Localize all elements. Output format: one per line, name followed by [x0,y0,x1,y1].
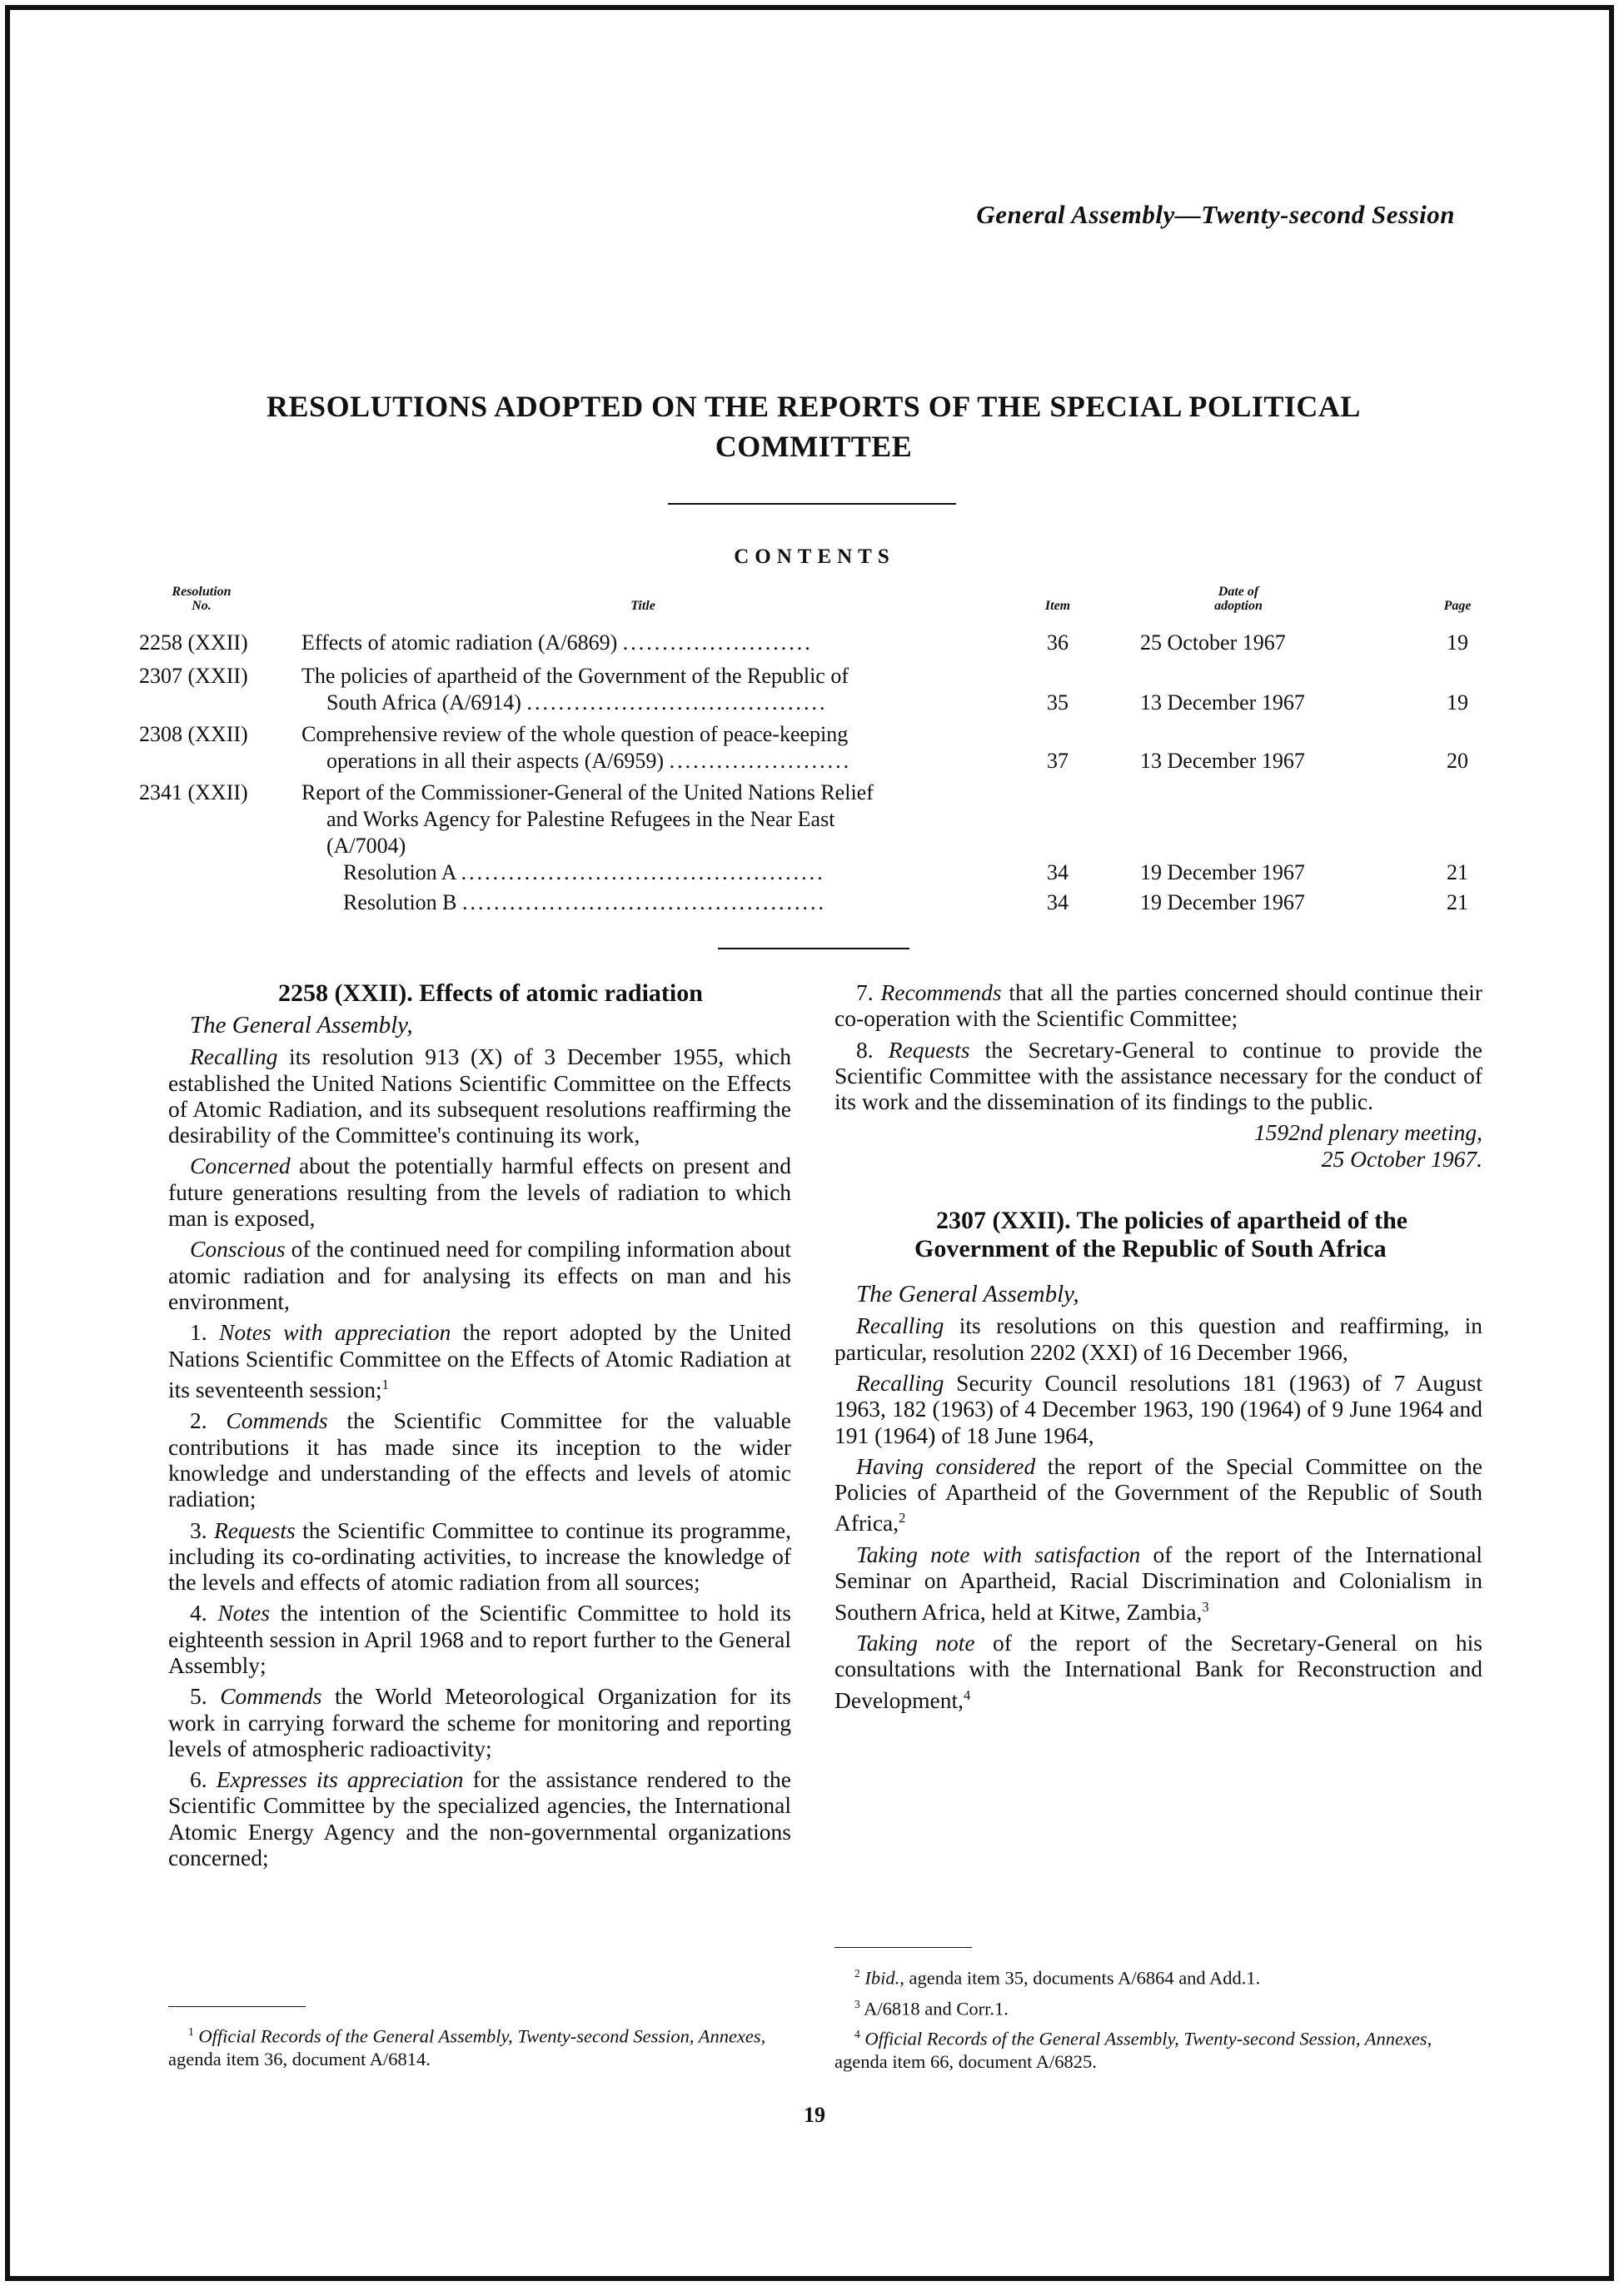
paragraph-number: 2. [190,1407,227,1434]
emphasis: Official Records of the General Assembly, Twenty-second Session, Annexes, [864,2028,1432,2049]
resolution-title-text: Effects of atomic radiation (A/6869) [301,630,618,655]
preambular-paragraph [168,1043,791,1148]
column-header-resolution [160,585,243,613]
resolution-title-text: Report of the Commissioner-General of the United Nations Relief [301,780,874,804]
footnote [834,1962,1482,1990]
resolution-title-text: Resolution A [343,860,456,884]
operative-paragraph [168,1517,791,1596]
footnote-text: agenda item 35, documents A/6864 and Add.1. [904,1967,1261,1989]
adoption-date: 13 December 1967 [1140,749,1305,773]
emphasis: Concerned [190,1153,291,1179]
page-ref: 19 [1447,690,1468,715]
footnote-ref: 1 [381,1376,389,1392]
adoption-date: 13 December 1967 [1140,690,1305,715]
page-number: 19 [804,2103,825,2127]
paragraph-number: 8. [856,1036,889,1063]
adoption-date: 19 December 1967 [1140,860,1305,884]
emphasis: Commends [226,1407,328,1434]
paragraph-text: the Scientific Committee to continue its programme, including its co-ordinating activities, to increase the knowledge of the levels and effects of atomic radiation from all sources; [168,1517,791,1596]
footnote-text: agenda item 36, document A/6814. [168,2048,431,2069]
preambular-paragraph [834,1630,1482,1713]
resolution-title [301,779,1001,859]
page-ref: 19 [1447,630,1468,655]
footnote [834,2023,1482,2073]
footnotes-right [834,1962,1482,2076]
column-header-date-line-2: adoption [1214,599,1263,613]
page-title-line-1: RESOLUTIONS ADOPTED ON THE REPORTS OF THE SPECIAL POLITICAL [267,390,1361,423]
emphasis: Expresses its appreciation [216,1766,464,1793]
emphasis: Commends [220,1683,322,1710]
paragraph-text: of the continued need for compiling information about atomic radiation and for analysing its effects on man and his environment, [168,1236,791,1314]
general-assembly-line: The General Assembly, [856,1281,1079,1308]
footnote-ref: 4 [964,1686,971,1703]
agenda-item: 34 [1047,890,1069,914]
footnote-divider [834,1947,972,1948]
page-ref: 20 [1447,749,1468,773]
paragraph-number: 6. [190,1766,217,1793]
emphasis: Recalling [190,1043,278,1070]
emphasis: Notes [217,1600,270,1626]
paragraph-text: its resolutions on this question and reaffirming, in particular, resolution 2202 (XXI) of 16 December 1966, [834,1312,1482,1365]
adoption-date: 25 October 1967 [1140,630,1286,655]
title-divider [668,503,956,505]
page-title [143,386,1484,466]
resolution-title: Effects of atomic radiation (A/6869) ........................ [301,630,813,655]
footnote-number: 1 [188,2025,194,2038]
emphasis: Recalling [856,1369,944,1396]
resolution-title-text: The policies of apartheid of the Government of the Republic of [301,664,849,688]
footnote-ref: 2 [899,1510,906,1527]
meeting-reference [834,1119,1482,1172]
operative-paragraph [168,1319,791,1402]
agenda-item: 36 [1047,630,1069,655]
emphasis: Taking note [856,1629,975,1656]
preambular-paragraph [834,1453,1482,1536]
page-ref: 21 [1447,860,1468,884]
resolution-title-continued: operations in all their aspects (A/6959) [326,749,665,773]
resolution-title: The policies of apartheid of the Government of the Republic of South Africa (A/6914) ...................................... [301,664,849,715]
paragraph-text: that all the parties concerned should continue their co-operation with the Scientific Committee; [834,979,1483,1032]
resolution-title: Comprehensive review of the whole question of peace-keeping operations in all their aspects (A/6959) ....................... [301,722,852,773]
operative-paragraph [168,1683,791,1761]
paragraph-number: 7. [856,979,881,1005]
paragraph-text: Security Council resolutions 181 (1963) of 7 August 1963, 182 (1963) of 4 December 1963, 190 (1964) of 9 June 1964 and 191 (1964) of 18 June 1964, [834,1369,1482,1448]
resolution-title-continued: South Africa (A/6914) [326,690,521,715]
paragraph-text: of the report of the International Seminar on Apartheid, Racial Discrimination and Colonialism in Southern Africa, held at Kitwe, Zambia, [834,1541,1482,1625]
resolution-title: Resolution A .............................................. [343,860,825,884]
resolution-heading: 2307 (XXII). The policies of apartheid of the Government of the Republic of South Africa [914,1207,1408,1263]
resolution-number: 2341 (XXII) [139,780,248,804]
paragraph-text: the Scientific Committee for the valuable contributions it has made since its inception to the wider knowledge and understanding of the effects and levels of atomic radiation; [168,1407,791,1512]
footnote-text: A/6818 and Corr.1. [864,1998,1009,2019]
meeting-number: 1592nd plenary meeting, [1253,1119,1482,1146]
emphasis: Requests [213,1517,296,1543]
meeting-date: 25 October 1967. [1321,1145,1482,1172]
resolution-title: Resolution B .............................................. [343,890,827,914]
column-header-resolution-line-1: Resolution [172,585,232,599]
paragraph-text: the Secretary-General to continue to provide the Scientific Committee with the assistance necessary for the conduct of its work and the dissemination of its findings to the public. [834,1036,1482,1115]
preambular-paragraph [168,1236,791,1314]
emphasis: Recommends [880,979,1002,1005]
paragraph-text: the intention of the Scientific Committee to hold its eighteenth session in April 1968 and to report further to the General Assembly; [168,1600,792,1678]
footnote [834,1993,1482,2020]
agenda-item: 34 [1047,860,1069,884]
column-header-date [1193,585,1284,613]
contents-divider [718,948,909,949]
footnote [168,2020,791,2070]
operative-paragraph [168,1600,791,1678]
preambular-paragraph [834,1541,1482,1625]
footnote-number: 2 [854,1967,860,1980]
page-ref: 21 [1447,890,1468,914]
page-title-line-2: COMMITTEE [715,430,913,463]
paragraph-number: 4. [190,1600,218,1626]
operative-paragraph [834,1037,1482,1115]
resolution-heading: 2258 (XXII). Effects of atomic radiation [278,979,703,1007]
footnote-text: agenda item 66, document A/6825. [834,2050,1097,2072]
footnote-number: 4 [854,2028,860,2040]
paragraph-number: 5. [190,1683,221,1710]
footnote-divider [168,2006,306,2007]
footnote-ref: 3 [1202,1598,1209,1615]
emphasis: Ibid., [864,1967,904,1989]
emphasis: Taking note with satisfaction [856,1541,1141,1567]
operative-paragraph [168,1766,791,1870]
resolution-title-continued: (A/7004) [326,834,406,858]
emphasis: Conscious [190,1236,286,1263]
agenda-item: 37 [1047,749,1069,773]
resolution-number: 2308 (XXII) [139,722,248,746]
footnotes-left [168,2020,791,2074]
resolution-title-text: Resolution B [343,890,457,914]
resolution-title-continued: and Works Agency for Palestine Refugees in the Near East [326,807,835,831]
column-header-resolution-line-2: No. [192,599,212,613]
preambular-paragraph [834,1312,1482,1365]
column-header-title: Title [630,599,655,613]
resolution-title-text: Comprehensive review of the whole question of peace-keeping [301,722,849,746]
document-page [5,5,1614,2281]
paragraph-text: for the assistance rendered to the Scientific Committee by the specialized agencies, the International Atomic Energy Agency and the non-governmental organizations concerned; [168,1766,791,1871]
preambular-paragraph [168,1153,791,1231]
paragraph-text: its resolution 913 (X) of 3 December 1955, which established the United Nations Scientific Committee on the Effects of Atomic Radiation, and its subsequent resolutions reaffirming the desirability of the Committee's continuing its work, [168,1043,791,1148]
resolution-number: 2258 (XXII) [139,630,248,655]
paragraph-text: about the potentially harmful effects on present and future generations resulting from the levels of radiation to which man is exposed, [168,1153,791,1232]
column-header-item: Item [1044,599,1071,613]
paragraph-text: of the report of the Secretary-General on his consultations with the International Bank for Reconstruction and Development, [834,1629,1482,1713]
resolution-number: 2307 (XXII) [139,664,248,688]
left-column [168,979,791,1875]
paragraph-text: the report of the Special Committee on the Policies of Apartheid of the Government of the Republic of South Africa, [834,1452,1482,1536]
adoption-date: 19 December 1967 [1140,890,1305,914]
emphasis: Having considered [856,1452,1036,1479]
emphasis: Requests [888,1036,970,1063]
contents-heading: CONTENTS [734,545,895,568]
footnote-number: 3 [854,1997,860,2010]
operative-paragraph [834,979,1482,1032]
paragraph-text: the World Meteorological Organization for its work in carrying forward the scheme for monitoring and reporting levels of atmospheric radioactivity; [168,1683,791,1761]
paragraph-number: 1. [190,1319,220,1346]
running-head: General Assembly—Twenty-second Session [976,200,1455,229]
general-assembly-line: The General Assembly, [190,1012,413,1038]
emphasis: Official Records of the General Assembly, Twenty-second Session, Annexes, [198,2025,766,2047]
emphasis: Notes with appreciation [219,1319,451,1346]
column-header-page: Page [1443,599,1472,613]
agenda-item: 35 [1047,690,1069,715]
emphasis: Recalling [856,1312,944,1339]
operative-paragraph [168,1407,791,1512]
paragraph-number: 3. [190,1517,214,1543]
column-header-date-line-1: Date of [1218,585,1259,599]
paragraph-text: the report adopted by the United Nations Scientific Committee on the Effects of Atomic Radiation at its seventeenth session; [168,1319,791,1403]
right-column [834,979,1482,1718]
preambular-paragraph [834,1370,1482,1448]
